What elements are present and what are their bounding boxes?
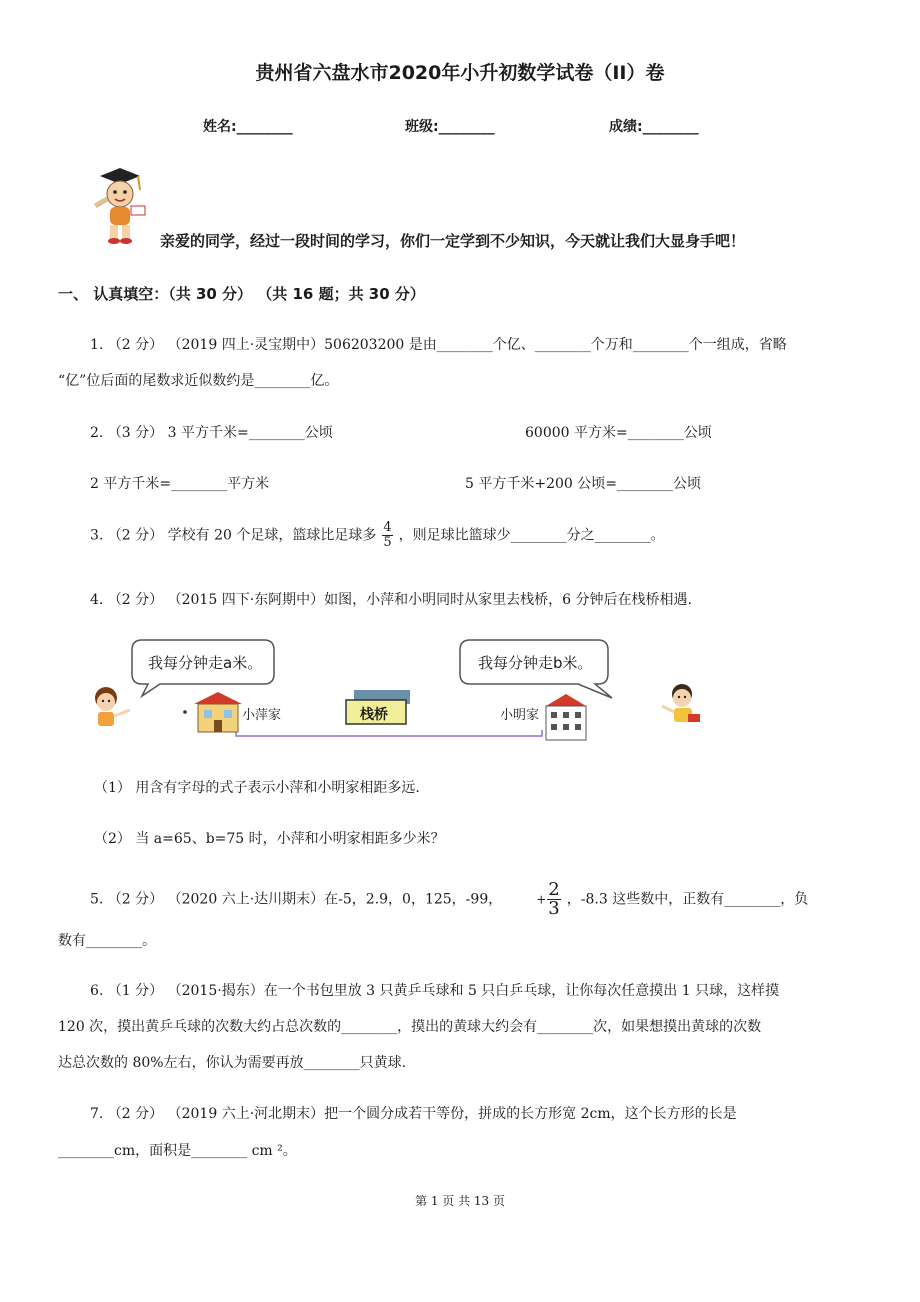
question-7-line-2: ________cm，面积是________ cm ²。 bbox=[58, 1143, 297, 1159]
house-right-wall bbox=[546, 706, 586, 740]
fraction-four-fifths bbox=[382, 521, 392, 550]
question-6-line-1: 6. （1 分） （2015·揭东）在一个书包里放 3 只黄乒乓球和 5 只白乒乓球，让你每次任意摸出 1 只球，这样摸 bbox=[90, 983, 780, 999]
fraction-denominator: 5 bbox=[383, 535, 392, 550]
question-2-part-b: 60000 平方米=________公顷 bbox=[525, 425, 712, 441]
question-4: 4. （2 分） （2015 四下·东阿期中）如图，小萍和小明同时从家里去栈桥，6 分钟后在栈桥相遇. bbox=[90, 592, 692, 608]
question-2-part-a: 2. （3 分） 3 平方千米=________公顷 bbox=[90, 425, 333, 441]
question-5-line-2: 数有________。 bbox=[58, 933, 156, 949]
question-1-line-2: “亿”位后面的尾数求近似数约是________亿。 bbox=[58, 373, 339, 389]
question-1-line-1: 1. （2 分） （2019 四上·灵宝期中）506203200 是由________个亿、________个万和________个一组成，省略 bbox=[90, 337, 787, 353]
exam-title: 贵州省六盘水市2020年小升初数学试卷（II）卷 bbox=[255, 62, 665, 84]
question-2-part-d: 5 平方千米+200 公顷=________公顷 bbox=[465, 476, 701, 492]
class-field: 班级:________ bbox=[405, 119, 495, 135]
fraction-sign: + bbox=[536, 892, 547, 907]
question-2-part-c: 2 平方千米=________平方米 bbox=[90, 476, 270, 492]
name-field: 姓名:________ bbox=[203, 119, 293, 135]
student-mascot-icon bbox=[88, 164, 150, 246]
question-6-line-3: 达总次数的 80%左右，你认为需要再放________只黄球. bbox=[58, 1055, 407, 1071]
speech-left-text: 我每分钟走a米。 bbox=[148, 654, 263, 672]
question-4-sub-1: （1） 用含有字母的式子表示小萍和小明家相距多远. bbox=[94, 780, 420, 796]
question-5-line-1 bbox=[90, 881, 808, 918]
house-right-roof bbox=[546, 694, 586, 706]
meeting-diagram bbox=[90, 636, 710, 746]
section-heading: 一、 认真填空：（共 30 分） （共 16 题；共 30 分） bbox=[58, 285, 425, 303]
question-7-line-1: 7. （2 分） （2019 六上·河北期末）把一个圆分成若干等份，拼成的长方形宽 2cm，这个长方形的长是 bbox=[90, 1106, 737, 1122]
question-5-text-before: 5. （2 分） （2020 六上·达川期末）在-5，2.9，0，125，-99， bbox=[90, 891, 503, 908]
girl-body bbox=[98, 712, 114, 726]
question-3-text-before: 3. （2 分） 学校有 20 个足球，篮球比足球多 bbox=[90, 527, 377, 544]
question-3-text-after: ，则足球比篮球少________分之________。 bbox=[398, 527, 665, 544]
label-xiaoping-home: 小萍家 bbox=[242, 708, 282, 723]
page-footer: 第 1 页 共 13 页 bbox=[415, 1194, 505, 1208]
house-left-roof bbox=[194, 692, 242, 704]
label-xiaoming-home: 小明家 bbox=[500, 708, 540, 723]
speech-right-text: 我每分钟走b米。 bbox=[478, 654, 593, 672]
score-field: 成绩:________ bbox=[609, 119, 699, 135]
question-3 bbox=[90, 521, 665, 550]
greeting-text: 亲爱的同学，经过一段时间的学习，你们一定学到不少知识，今天就让我们大显身手吧！ bbox=[160, 232, 746, 250]
label-bridge: 栈桥 bbox=[360, 707, 388, 723]
fraction-numerator: 4 bbox=[383, 520, 392, 535]
question-5-text-after: ，-8.3 这些数中，正数有________，负 bbox=[566, 891, 809, 908]
fraction-denominator: 3 bbox=[548, 898, 560, 919]
fraction-numerator: 2 bbox=[548, 879, 560, 900]
fraction-two-thirds bbox=[547, 881, 560, 918]
route-line bbox=[236, 730, 542, 736]
question-4-sub-2: （2） 当 a=65、b=75 时，小萍和小明家相距多少米？ bbox=[94, 831, 445, 847]
question-6-line-2: 120 次，摸出黄乒乓球的次数大约占总次数的________，摸出的黄球大约会有________次，如果想摸出黄球的次数 bbox=[58, 1019, 762, 1035]
